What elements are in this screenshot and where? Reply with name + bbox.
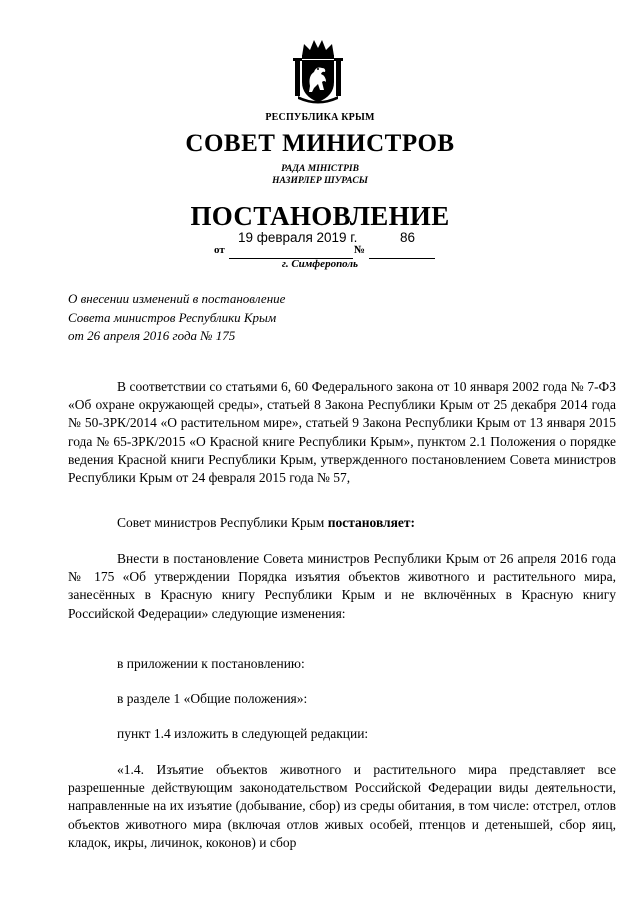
- number-label: №: [354, 244, 366, 256]
- decree-number: 86: [400, 230, 416, 245]
- resolution-text: Совет министров Республики Крым: [117, 515, 328, 530]
- resolution-verb: постановляет:: [327, 515, 416, 530]
- amendment-paragraph: Внести в постановление Совета министров Республики Крым от 26 апреля 2016 года № 175 «Об утверждении Порядка изъятия объектов животного и растительного мира, занесённых в Красную книгу Республики Крым и не включённых в Красную книгу Российской Федерации» следующие изменения:: [68, 551, 616, 621]
- city-name: г. Симферополь: [281, 258, 359, 270]
- subject-line: О внесении изменений в постановление: [68, 291, 286, 306]
- coat-of-arms-icon: [292, 38, 344, 104]
- council-name-crimean-tatar: НАЗИРЛЕР ШУРАСЫ: [272, 176, 368, 186]
- section-paragraph: в разделе 1 «Общие положения»:: [117, 691, 308, 706]
- date-label: от: [214, 244, 225, 256]
- subject-line: от 26 апреля 2016 года № 175: [68, 328, 236, 344]
- subject-line: Совета министров Республики Крым: [68, 309, 277, 325]
- decree-title: ПОСТАНОВЛЕНИЕ: [190, 201, 450, 231]
- decree-date: 19 февраля 2019 г.: [238, 230, 358, 245]
- council-name: СОВЕТ МИНИСТРОВ: [185, 130, 455, 157]
- clause-text-paragraph: «1.4. Изъятие объектов животного и растительного мира представляет все разрешенные действующим законодательством Российской Федерации виды деятельности, направленные на их изъятие (добывание, сбор) из среды обитания, в том числе: отстрел, отлов объектов животного мира (включая отлов живых особей, птенцов и детенышей, сбор яиц, кладок, икры, личинок, коконов) и сбор: [68, 762, 616, 850]
- decree-subject: [68, 290, 388, 346]
- preamble-paragraph: В соответствии со статьями 6, 60 Федерального закона от 10 января 2002 года № 7-ФЗ «Об охране окружающей среды», статьей 8 Закона Республики Крым от 25 декабря 2014 года № 50-ЗРК/2014 «О растительном мире», статьей 9 Закона Республики Крым от 13 января 2015 года № 65-ЗРК/2015 «О Красной книге Республики Крым», пунктом 2.1 Положения о порядке ведения Красной книги Республики Крым, утвержденного постановлением Совета министров Республики Крым от 24 февраля 2015 года № 57,: [68, 379, 616, 486]
- clause-paragraph: пункт 1.4 изложить в следующей редакции:: [117, 726, 369, 741]
- annex-paragraph: в приложении к постановлению:: [117, 656, 305, 671]
- council-name-ukrainian: РАДА МІНІСТРІВ: [281, 164, 359, 174]
- resolution-paragraph: [68, 514, 616, 532]
- republic-name: РЕСПУБЛИКА КРЫМ: [265, 112, 375, 123]
